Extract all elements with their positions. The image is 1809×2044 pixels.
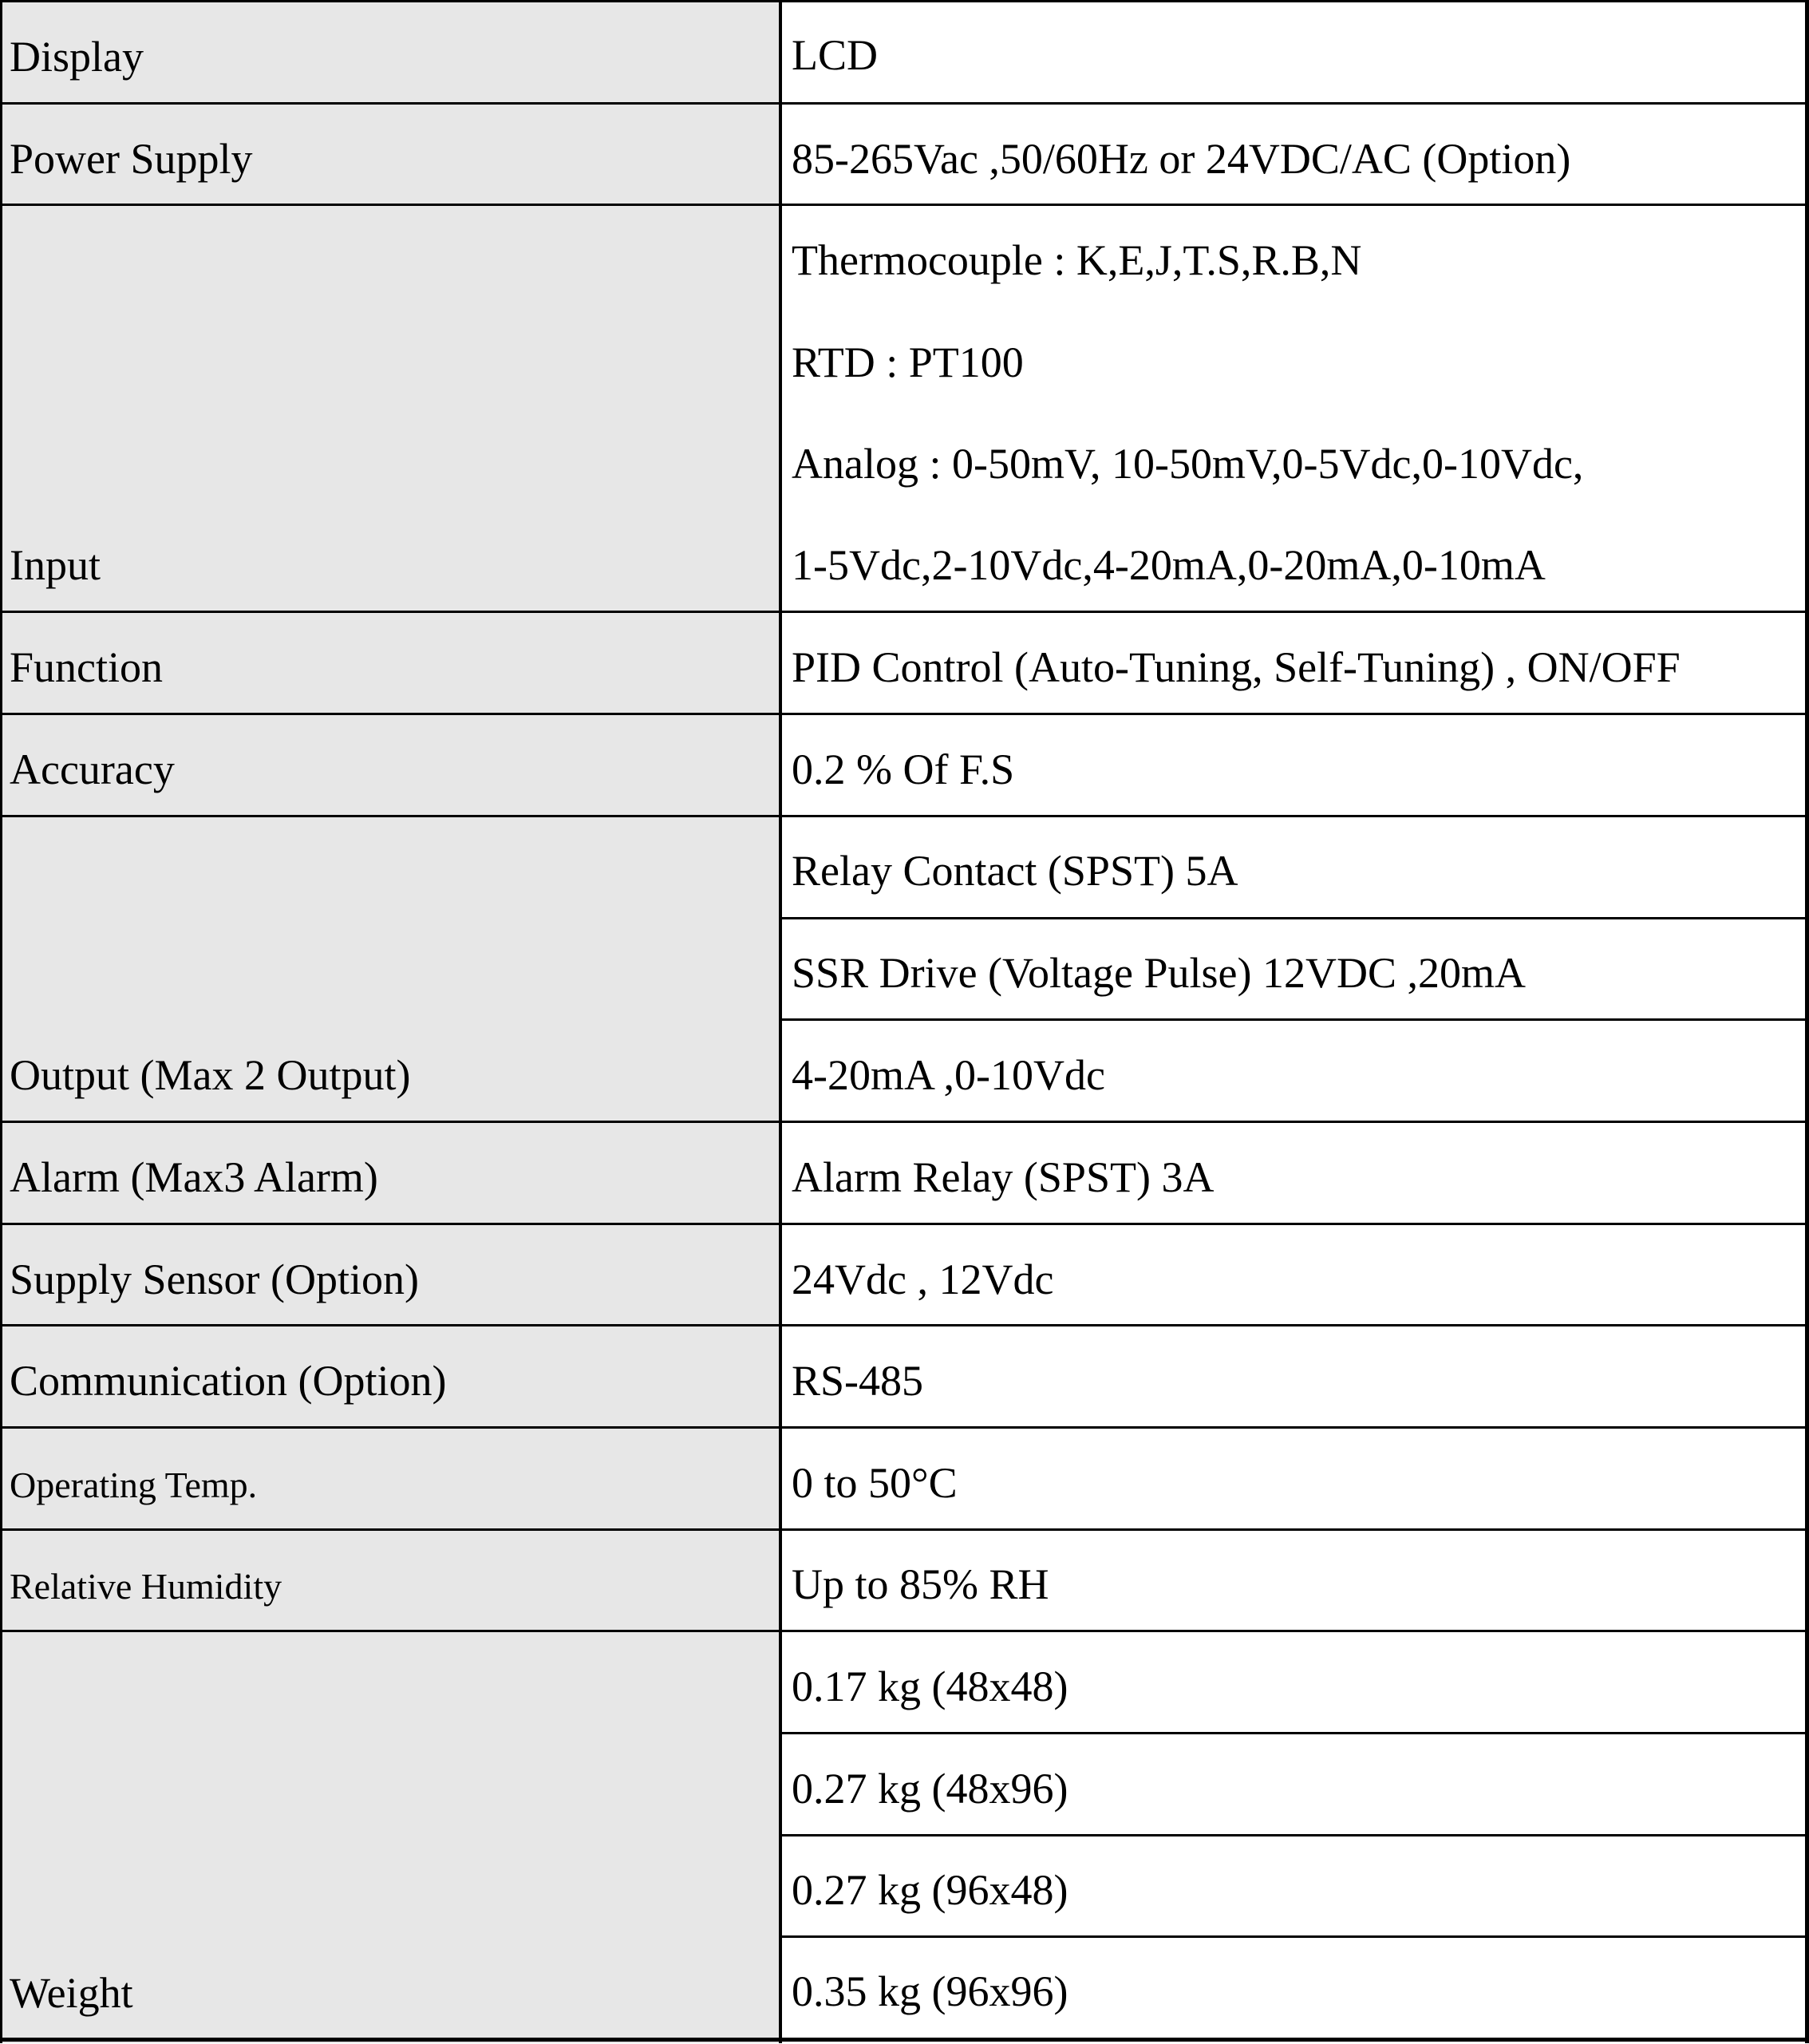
label-alarm: Alarm (Max3 Alarm) <box>10 1153 378 1201</box>
label-relative-humidity: Relative Humidity <box>10 1566 282 1607</box>
row-border <box>0 0 1809 2</box>
label-input: Input <box>10 541 101 589</box>
value-supply-sensor: 24Vdc , 12Vdc <box>792 1255 1054 1303</box>
value-input-line: Thermocouple : K,E,J,T.S,R.B,N <box>792 236 1362 284</box>
label-supply-sensor: Supply Sensor (Option) <box>10 1255 419 1303</box>
label-communication: Communication (Option) <box>10 1357 447 1405</box>
row-border <box>0 102 1809 105</box>
value-display: LCD <box>792 31 878 79</box>
label-operating-temp: Operating Temp. <box>10 1465 258 1505</box>
value-output: Relay Contact (SPST) 5A <box>792 847 1238 895</box>
value-operating-temp: 0 to 50°C <box>792 1459 958 1507</box>
value-accuracy: 0.2 % Of F.S <box>792 745 1015 793</box>
value-communication: RS-485 <box>792 1357 924 1405</box>
label-output: Output (Max 2 Output) <box>10 1051 411 1099</box>
value-weight: 0.27 kg (96x48) <box>792 1866 1068 1914</box>
value-weight: 0.17 kg (48x48) <box>792 1662 1068 1710</box>
value-weight: 0.35 kg (96x96) <box>792 1967 1068 2015</box>
value-input-line: 1-5Vdc,2-10Vdc,4-20mA,0-20mA,0-10mA <box>792 541 1546 589</box>
label-function: Function <box>10 643 164 691</box>
value-relative-humidity: Up to 85% RH <box>792 1560 1049 1608</box>
value-input-line: RTD : PT100 <box>792 338 1024 386</box>
label-power-supply: Power Supply <box>10 135 253 183</box>
table-left-border <box>0 0 2 2043</box>
value-power-supply: 85-265Vac ,50/60Hz or 24VDC/AC (Option) <box>792 135 1571 183</box>
value-input-line: Analog : 0-50mV, 10-50mV,0-5Vdc,0-10Vdc, <box>792 440 1584 488</box>
value-output: SSR Drive (Voltage Pulse) 12VDC ,20mA <box>792 949 1527 997</box>
table-right-border <box>1805 0 1809 2043</box>
label-accuracy: Accuracy <box>10 745 175 793</box>
value-output: 4-20mA ,0-10Vdc <box>792 1051 1105 1099</box>
value-function: PID Control (Auto-Tuning, Self-Tuning) , ON/OFF <box>792 643 1681 691</box>
value-weight: 0.27 kg (48x96) <box>792 1765 1068 1813</box>
label-display: Display <box>10 33 144 81</box>
label-weight: Weight <box>10 1969 133 2017</box>
label-cell-input <box>0 205 782 612</box>
value-alarm: Alarm Relay (SPST) 3A <box>792 1153 1215 1201</box>
